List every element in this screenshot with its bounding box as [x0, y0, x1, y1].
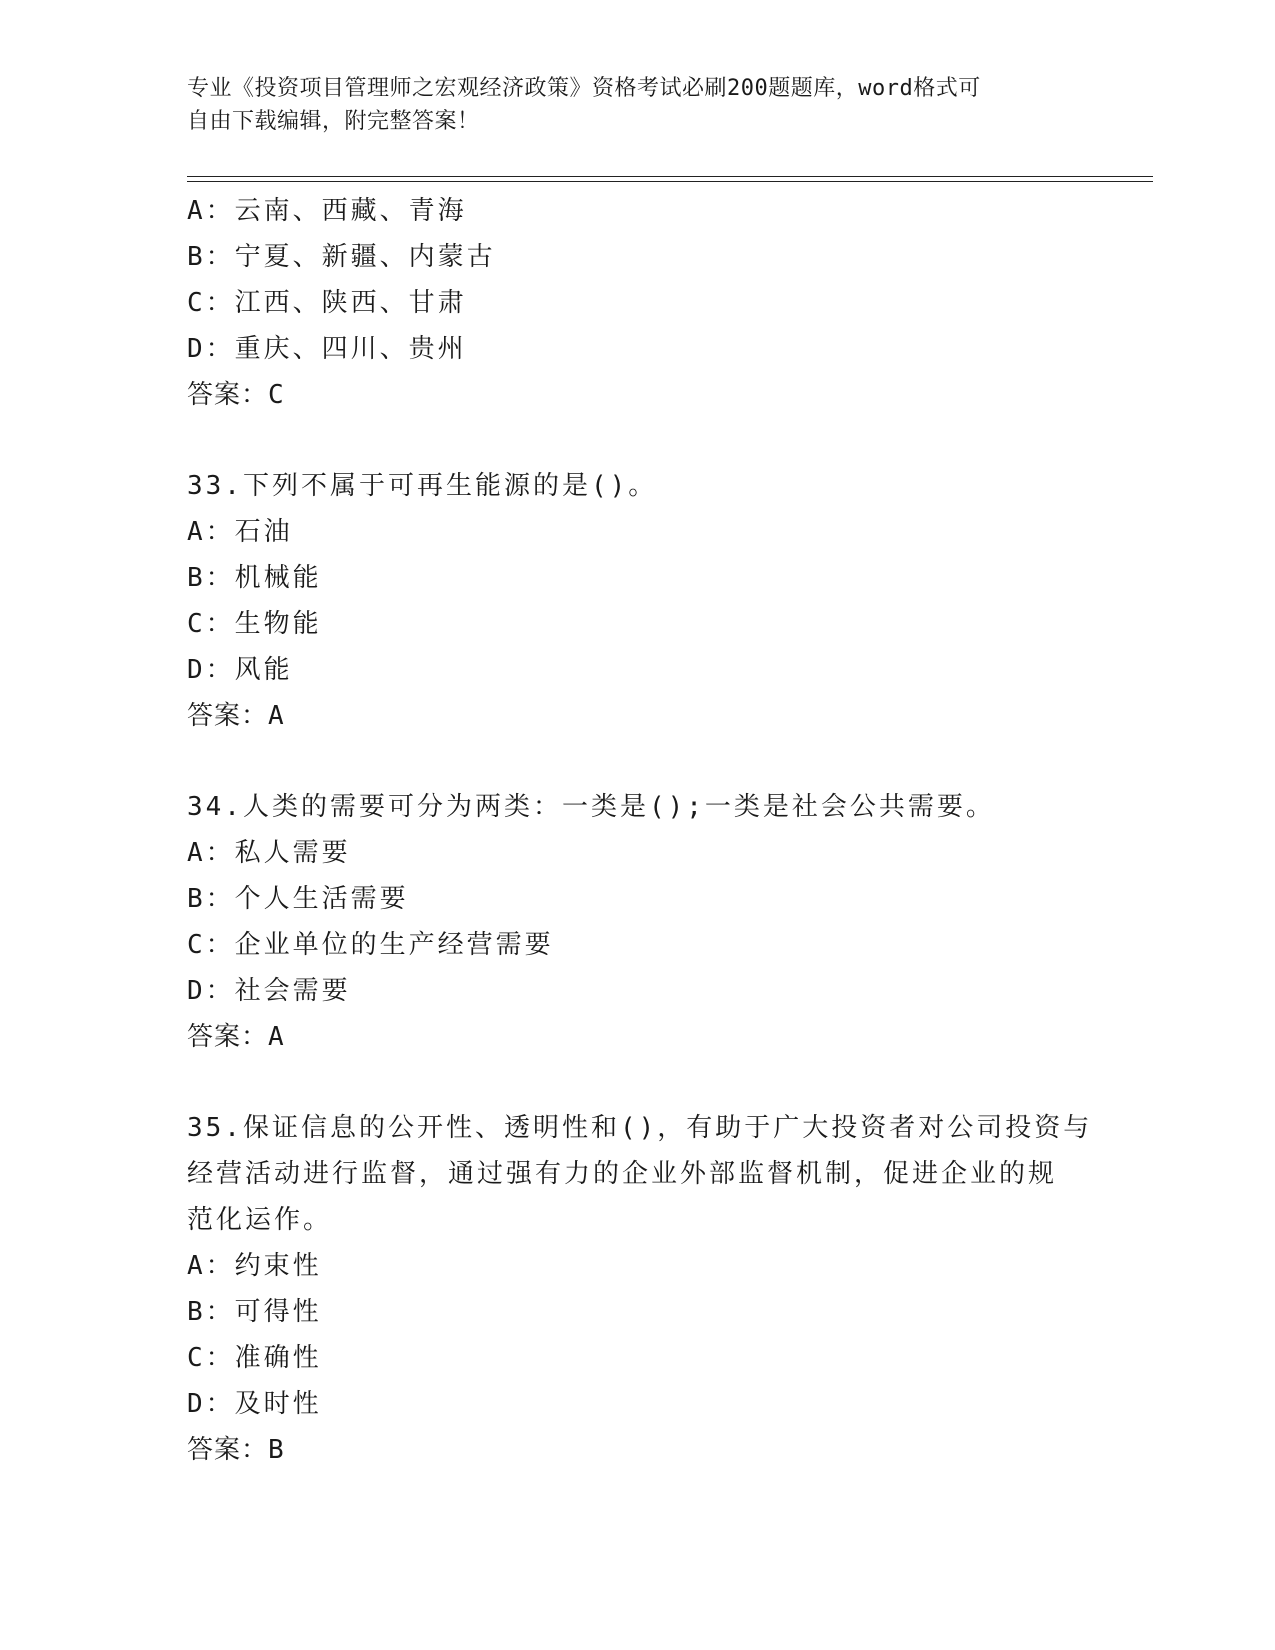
- document-header: [187, 72, 1067, 138]
- question-text-line-3: 范化运作。: [187, 1205, 333, 1235]
- question-32: [187, 188, 1087, 418]
- question-text-line-1: 35.保证信息的公开性、透明性和()，有助于广大投资者对公司投资与: [187, 1113, 1093, 1143]
- question-34: [187, 784, 1087, 1060]
- option-d: D：社会需要: [187, 976, 351, 1006]
- option-a: A：约束性: [187, 1251, 322, 1281]
- option-b: B：个人生活需要: [187, 884, 409, 914]
- header-line-1: 专业《投资项目管理师之宏观经济政策》资格考试必刷200题题库，word格式可: [187, 76, 981, 101]
- option-d: D：重庆、四川、贵州: [187, 334, 467, 364]
- answer-line: 答案：B: [187, 1435, 285, 1465]
- answer-line: 答案：A: [187, 1022, 285, 1052]
- question-list: [187, 188, 1093, 1473]
- question-35: [187, 1105, 1093, 1473]
- option-c: C：准确性: [187, 1343, 322, 1373]
- answer-line: 答案：C: [187, 380, 285, 410]
- option-b: B：可得性: [187, 1297, 322, 1327]
- question-33: [187, 463, 1087, 739]
- option-b: B：宁夏、新疆、内蒙古: [187, 242, 496, 272]
- option-a: A：私人需要: [187, 838, 351, 868]
- header-divider-thin: [187, 181, 1153, 182]
- header-divider-thick: [187, 176, 1153, 177]
- question-text-line-2: 经营活动进行监督，通过强有力的企业外部监督机制，促进企业的规: [187, 1159, 1058, 1189]
- question-text: 33.下列不属于可再生能源的是()。: [187, 471, 658, 501]
- option-c: C：江西、陕西、甘肃: [187, 288, 467, 318]
- answer-line: 答案：A: [187, 701, 285, 731]
- option-c: C：企业单位的生产经营需要: [187, 930, 554, 960]
- option-a: A：云南、西藏、青海: [187, 196, 467, 226]
- question-text: 34.人类的需要可分为两类：一类是();一类是社会公共需要。: [187, 792, 995, 822]
- spacer: [187, 418, 1087, 463]
- spacer: [187, 1060, 1087, 1105]
- option-c: C：生物能: [187, 609, 322, 639]
- header-line-2: 自由下载编辑，附完整答案！: [187, 109, 480, 134]
- option-d: D：及时性: [187, 1389, 322, 1419]
- spacer: [187, 739, 1087, 784]
- option-b: B：机械能: [187, 563, 322, 593]
- option-d: D：风能: [187, 655, 293, 685]
- option-a: A：石油: [187, 517, 293, 547]
